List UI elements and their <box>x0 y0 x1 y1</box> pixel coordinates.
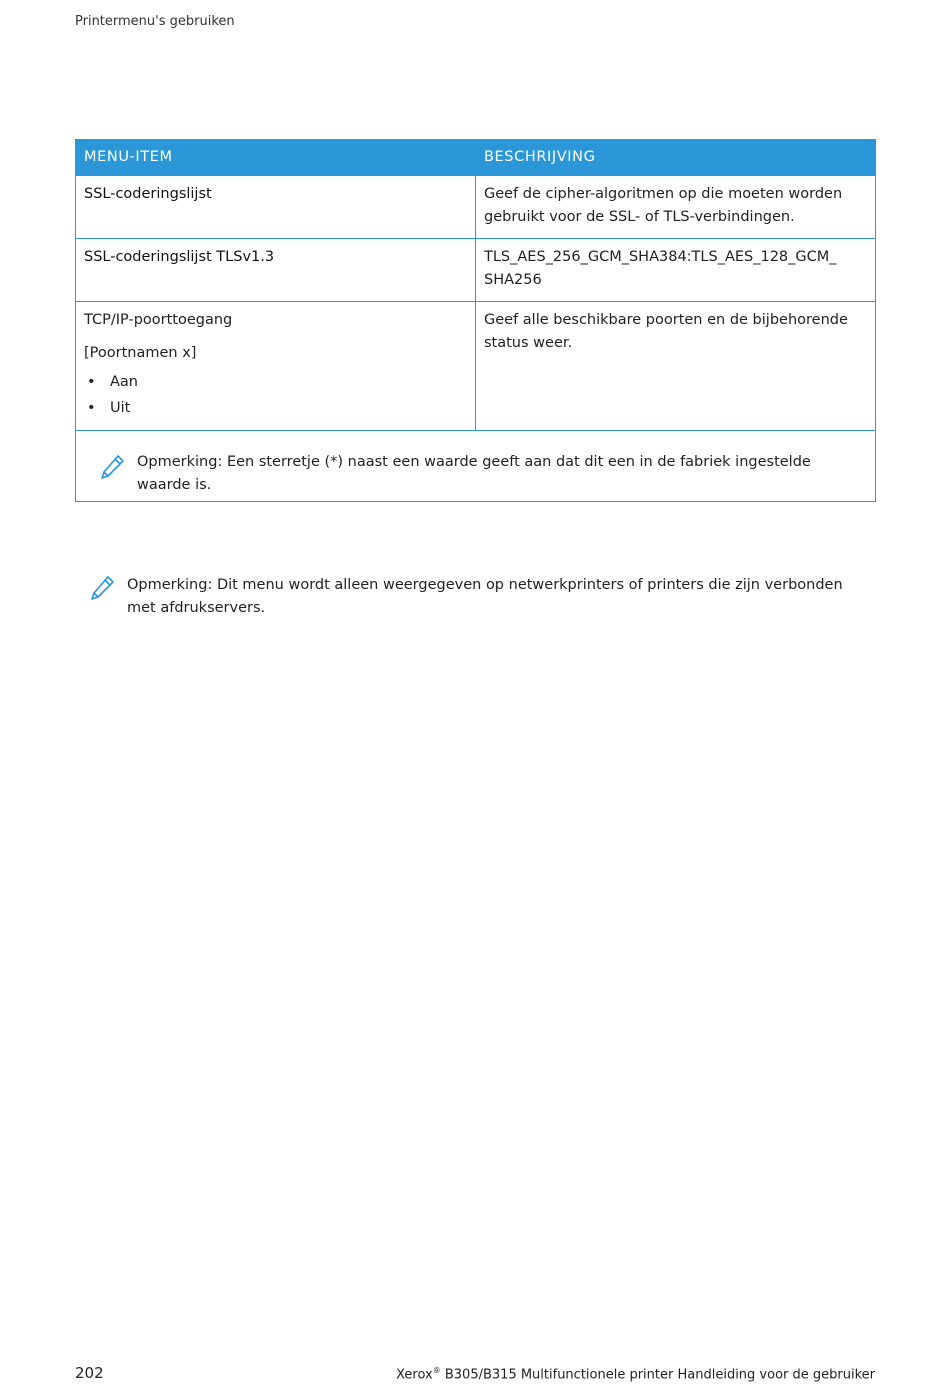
table-row <box>76 302 876 431</box>
table-note-cell <box>76 431 876 502</box>
list-item <box>84 395 467 421</box>
menu-table <box>75 139 876 502</box>
description-cell <box>476 239 876 302</box>
pencil-icon <box>88 574 116 602</box>
option-list <box>84 369 467 421</box>
footer-brand: Xerox <box>396 1367 433 1383</box>
footer-title <box>396 1366 875 1382</box>
running-header: Printermenu's gebruiken <box>75 14 235 29</box>
page-number: 202 <box>75 1364 104 1382</box>
page-note-text: Opmerking: Dit menu wordt alleen weergegeven op netwerkprinters of printers die zijn verbonden met afdrukservers. <box>127 577 843 616</box>
column-header-menu-item: MENU-ITEM <box>76 140 476 176</box>
table-header-row <box>76 140 876 176</box>
description-cell: Geef de cipher-algoritmen op die moeten worden gebruikt voor de SSL- of TLS-verbindingen. <box>476 176 876 239</box>
table-note-row <box>76 431 876 502</box>
menu-item-cell: SSL-coderingslijst <box>76 176 476 239</box>
table-note-text: Opmerking: Een sterretje (*) naast een waarde geeft aan dat dit een in de fabriek ingestelde waarde is. <box>137 454 811 493</box>
footer-title-rest: B305/B315 Multifunctionele printer Handleiding voor de gebruiker <box>440 1367 875 1383</box>
column-header-description: BESCHRIJVING <box>476 140 876 176</box>
option-label: Aan <box>110 374 138 390</box>
option-label: Uit <box>110 400 131 416</box>
menu-item-cell <box>76 302 476 431</box>
table-row <box>76 239 876 302</box>
menu-sub-item: [Poortnamen x] <box>84 345 197 361</box>
description-line: TLS_AES_256_GCM_SHA384:TLS_AES_128_GCM_ <box>484 249 837 265</box>
bullet-icon: • <box>87 374 96 390</box>
description-cell: Geef alle beschikbare poorten en de bijbehorende status weer. <box>476 302 876 431</box>
registered-mark: ® <box>432 1366 441 1375</box>
bullet-icon: • <box>87 400 96 416</box>
list-item <box>84 369 467 395</box>
menu-item-cell: SSL-coderingslijst TLSv1.3 <box>76 239 476 302</box>
description-line: SHA256 <box>484 272 542 288</box>
table-row <box>76 176 876 239</box>
pencil-icon <box>98 453 126 481</box>
menu-item-label: TCP/IP-poorttoegang <box>84 312 233 328</box>
page-note <box>88 574 875 620</box>
